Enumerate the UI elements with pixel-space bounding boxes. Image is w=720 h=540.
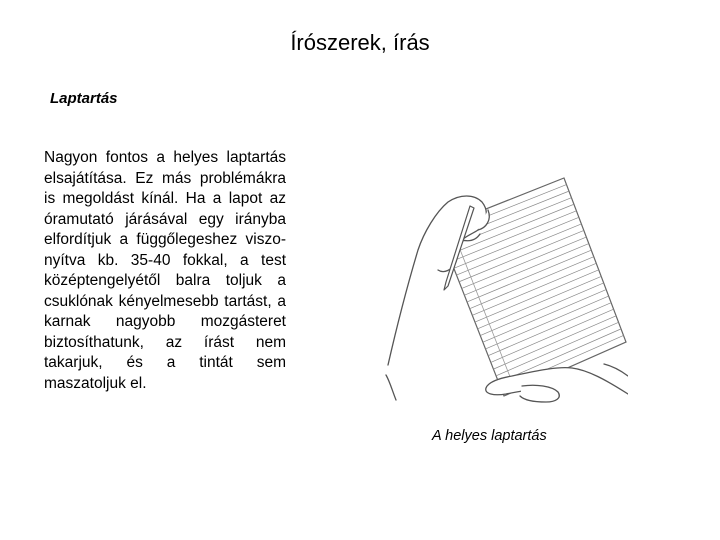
body-paragraph: Nagyon fontos a helyes laptartás elsajátítása. Ez más problémákra is megoldást kínál. Ha a lapot az óramutató járásával egy irányba elfordítjuk a függőlegeshez viszonyítva kb. 35-40 fokkal, a test középtengelyétől balra toljuk a csuklónak kényelmesebb tartást, a karnak nagyobb mozgásteret biztosíthatunk, az írást nem takarjuk, és a tintát sem maszatoljuk el.: [44, 149, 286, 392]
slide-title: Írószerek, írás: [290, 30, 430, 55]
figure-caption: A helyes laptartás: [432, 428, 547, 444]
hand-writing-illustration: [326, 150, 628, 405]
section-subtitle: Laptartás: [50, 90, 118, 107]
